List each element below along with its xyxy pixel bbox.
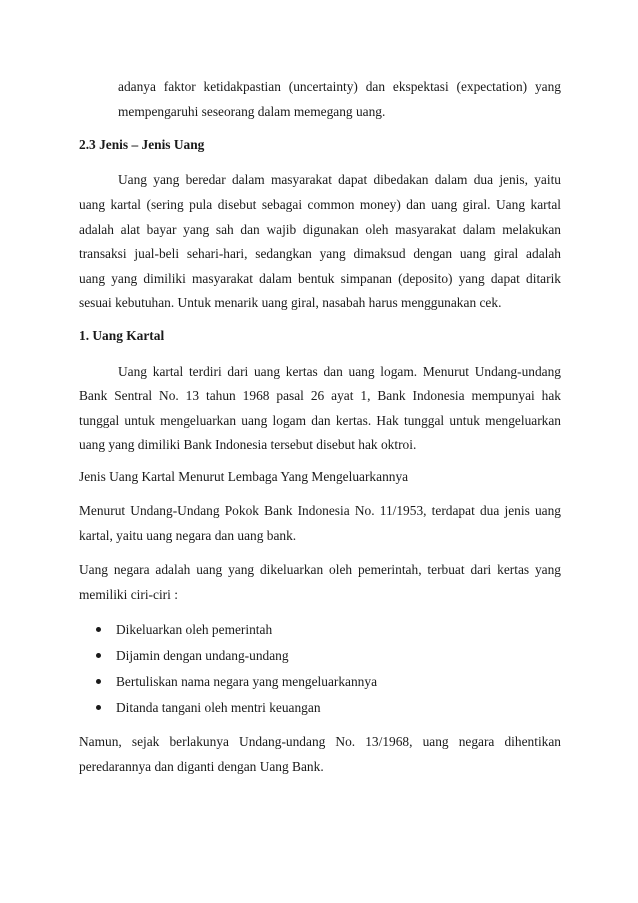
paragraph-line: Bank Sentral No. 13 tahun 1968 pasal 26 ayat 1, Bank Indonesia mempunyai hak (79, 388, 561, 403)
list-item (96, 622, 272, 638)
subsection-heading: 1. Uang Kartal (79, 328, 165, 343)
list-item-text: Dijamin dengan undang-undang (116, 648, 289, 663)
paragraph-line: uang yang dimiliki masyarakat dalam bentuk simpanan (deposito) yang dapat ditarik (79, 271, 561, 286)
list-item (96, 700, 321, 716)
paragraph-line: transaksi jual-beli sehari-hari, sedangkan yang dimaksud dengan uang giral adalah (79, 246, 561, 261)
paragraph-line: uang kartal (sering pula disebut sebagai common money) dan uang giral. Uang kartal (79, 197, 561, 212)
list-item-text: Dikeluarkan oleh pemerintah (116, 622, 273, 637)
paragraph-line: Uang negara adalah uang yang dikeluarkan oleh pemerintah, terbuat dari kertas yang (79, 562, 561, 577)
section-heading: 2.3 Jenis – Jenis Uang (79, 137, 205, 152)
paragraph-line: uang yang dimiliki Bank Indonesia tersebut disebut hak oktroi. (79, 437, 417, 452)
paragraph-line: memiliki ciri-ciri : (79, 587, 178, 602)
paragraph-line: sesuai kebutuhan. Untuk menarik uang giral, nasabah harus menggunakan cek. (79, 295, 502, 310)
paragraph-line: Uang yang beredar dalam masyarakat dapat dibedakan dalam dua jenis, yaitu (118, 172, 561, 187)
intro-line: mempengaruhi seseorang dalam memegang uang. (118, 104, 386, 119)
paragraph-line: peredarannya dan diganti dengan Uang Bank. (79, 759, 324, 774)
intro-line: adanya faktor ketidakpastian (uncertainty) dan ekspektasi (expectation) yang (118, 79, 561, 94)
paragraph-line: Namun, sejak berlakunya Undang-undang No. 13/1968, uang negara dihentikan (79, 734, 561, 749)
list-item (96, 674, 377, 690)
bullet-icon (96, 627, 101, 632)
list-item-text: Ditanda tangani oleh mentri keuangan (116, 700, 321, 715)
bullet-icon (96, 679, 101, 684)
list-item (96, 648, 289, 664)
bullet-icon (96, 653, 101, 658)
bullet-icon (96, 705, 101, 710)
paragraph-line: Jenis Uang Kartal Menurut Lembaga Yang Mengeluarkannya (79, 469, 409, 484)
paragraph-line: Menurut Undang-Undang Pokok Bank Indonesia No. 11/1953, terdapat dua jenis uang (79, 503, 561, 518)
paragraph-line: tunggal untuk mengeluarkan uang logam dan kertas. Hak tunggal untuk mengeluarkan (79, 413, 561, 428)
list-item-text: Bertuliskan nama negara yang mengeluarkannya (116, 674, 378, 689)
paragraph-line: adalah alat bayar yang sah dan wajib digunakan oleh masyarakat dalam melakukan (79, 222, 561, 237)
paragraph-line: kartal, yaitu uang negara dan uang bank. (79, 528, 297, 543)
paragraph-line: Uang kartal terdiri dari uang kertas dan uang logam. Menurut Undang-undang (118, 364, 561, 379)
